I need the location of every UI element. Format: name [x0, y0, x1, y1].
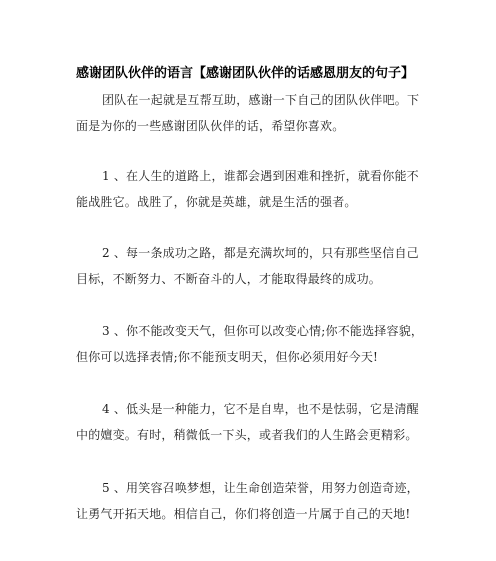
- list-item-text: 1 、在人生的道路上，谁都会遇到困难和挫折，就看你能不能战胜它。战胜了，你就是英雄，就是生活的强者。: [76, 169, 419, 209]
- list-item-text: 2 、每一条成功之路，都是充满坎坷的，只有那些坚信自己目标，不断努力、不断奋斗的人，才能取得最终的成功。: [76, 246, 419, 286]
- document-title: 感谢团队伙伴的语言【感谢团队伙伴的话感恩朋友的句子】: [76, 66, 415, 81]
- list-item-5: [76, 475, 426, 527]
- intro-paragraph: [76, 87, 426, 139]
- list-item-4: [76, 396, 426, 448]
- list-item-text: 3 、你不能改变天气，但你可以改变心情;你不能选择容貌，但你可以选择表情;你不能预支明天，但你必须用好今天!: [76, 324, 424, 364]
- list-item-3: [76, 318, 426, 370]
- list-item-text: 4 、低头是一种能力，它不是自卑，也不是怯弱，它是清醒中的嬗变。有时，稍微低一下头，或者我们的人生路会更精彩。: [76, 402, 419, 442]
- list-item-text: 5 、用笑容召唤梦想，让生命创造荣誉，用努力创造奇迹，让勇气开拓天地。相信自己，你们将创造一片属于自己的天地!: [76, 481, 419, 521]
- list-item-2: [76, 240, 426, 292]
- intro-text: 团队在一起就是互帮互助，感谢一下自己的团队伙伴吧。下面是为你的一些感谢团队伙伴的话，希望你喜欢。: [76, 93, 420, 133]
- list-item-1: [76, 163, 426, 215]
